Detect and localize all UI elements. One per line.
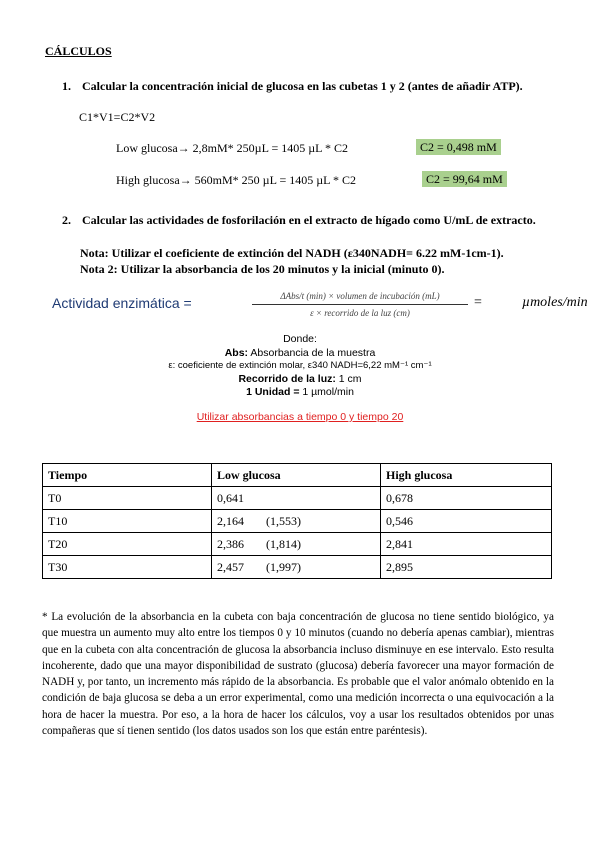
equation-units: µmoles/min <box>522 295 588 310</box>
legend-abs <box>0 347 600 359</box>
cell-low-value: 2,457 <box>217 559 244 574</box>
activity-equation <box>52 289 588 323</box>
cell-low <box>212 487 381 510</box>
legend-recorrido-label: Recorrido de la luz: <box>238 373 336 385</box>
equation-denominator: ε × recorrido de la luz (cm) <box>310 308 410 318</box>
low-glucose-calc: Low glucosa→ 2,8mM* 250µL = 1405 µL * C2 <box>116 141 349 155</box>
equation-lhs: Actividad enzimática = <box>52 295 192 311</box>
header-low-glucosa: Low glucosa <box>212 464 381 487</box>
legend-unidad-label: 1 Unidad = <box>246 386 300 398</box>
cell-low <box>212 556 381 579</box>
legend-epsilon: ε: coeficiente de extinción molar, ε340 NADH=6,22 mM⁻¹ cm⁻¹ <box>168 360 432 371</box>
cell-time: T30 <box>43 556 212 579</box>
note-2: Nota 2: Utilizar la absorbancia de los 20 minutos y la inicial (minuto 0). <box>80 262 445 276</box>
cell-time: T10 <box>43 510 212 533</box>
legend-donde: Donde: <box>283 333 317 345</box>
question-1-text: Calcular la concentración inicial de glucosa en las cubetas 1 y 2 (antes de añadir ATP). <box>82 79 523 93</box>
question-2 <box>62 213 536 228</box>
legend-abs-text: Absorbancia de la muestra <box>250 347 376 359</box>
cell-low-value: 2,386 <box>217 536 244 551</box>
red-instruction-text: Utilizar absorbancias a tiempo 0 y tiempo 20 <box>196 411 404 423</box>
fraction-bar <box>252 304 468 305</box>
table-row <box>43 533 552 556</box>
question-1 <box>62 79 523 94</box>
cell-low <box>212 533 381 556</box>
cell-high: 0,546 <box>381 510 552 533</box>
low-glucose-result-highlight: C2 = 0,498 mM <box>416 139 501 155</box>
table-row <box>43 487 552 510</box>
question-1-number: 1. <box>62 79 71 93</box>
legend-recorrido <box>0 373 600 385</box>
question-2-number: 2. <box>62 213 71 227</box>
header-tiempo: Tiempo <box>43 464 212 487</box>
low-glucose-result <box>416 140 501 155</box>
cell-low-value: 0,641 <box>217 490 244 505</box>
header-high-glucosa: High glucosa <box>381 464 552 487</box>
high-glucose-calc: High glucosa→ 560mM* 250 µL = 1405 µL * C2 <box>116 173 357 187</box>
dilution-formula: C1*V1=C2*V2 <box>79 110 156 124</box>
cell-time: T0 <box>43 487 212 510</box>
legend-abs-label: Abs: <box>224 347 249 359</box>
absorbance-table <box>42 463 552 579</box>
table-row <box>43 510 552 533</box>
red-instruction <box>0 411 600 423</box>
legend-unidad <box>0 386 600 398</box>
cell-time: T20 <box>43 533 212 556</box>
legend-recorrido-value: 1 cm <box>338 373 362 385</box>
high-glucose-result-highlight: C2 = 99,64 mM <box>422 171 507 187</box>
footnote-paragraph: * La evolución de la absorbancia en la cubeta con baja concentración de glucosa no tiene sentido biológico, ya que muestra un aumento muy alto entre los tiempos 0 y 10 minutos (cuando no debería apenas cambiar), mientras que en la cubeta con alta concentración de glucosa la absorbancia incluso disminuye en ese intervalo. Esto resulta incoherente, dado que una mayor disponibilidad de sustrato (glucosa) debería favorecer una mayor formación de NADH y, por tanto, un incremento más rápido de la absorbancia. Es probable que el valor anómalo obtenido en la condición de baja glucosa se deba a un error experimental, como una medición incorrecta o una equivocación a la hora de hacer la muestra. Por eso, a la hora de hacer los cálculos, voy a usar los resultados obtenidos por unas compañeras que sí tienen sentido (los datos usados son los que están entre paréntesis). <box>42 611 554 738</box>
equation-numerator: ΔAbs/t (min) × volumen de incubación (mL) <box>280 291 440 301</box>
table-header-row <box>43 464 552 487</box>
table-row <box>43 556 552 579</box>
equation-fraction <box>252 289 468 320</box>
cell-high: 2,895 <box>381 556 552 579</box>
cell-low-alt-value: (1,553) <box>266 513 301 528</box>
cell-high: 2,841 <box>381 533 552 556</box>
note-1: Nota: Utilizar el coeficiente de extinción del NADH (ε340NADH= 6.22 mM-1cm-1). <box>80 246 504 260</box>
high-glucose-result <box>422 172 507 187</box>
cell-high: 0,678 <box>381 487 552 510</box>
cell-low-alt-value: (1,814) <box>266 536 301 551</box>
legend-unidad-value: 1 µmol/min <box>302 386 354 398</box>
cell-low-value: 2,164 <box>217 513 244 528</box>
cell-low-alt-value: (1,997) <box>266 559 301 574</box>
equation-equals: = <box>474 295 482 310</box>
question-2-text: Calcular las actividades de fosforilación en el extracto de hígado como U/mL de extracto. <box>82 213 536 227</box>
section-heading: CÁLCULOS <box>45 44 112 58</box>
cell-low <box>212 510 381 533</box>
